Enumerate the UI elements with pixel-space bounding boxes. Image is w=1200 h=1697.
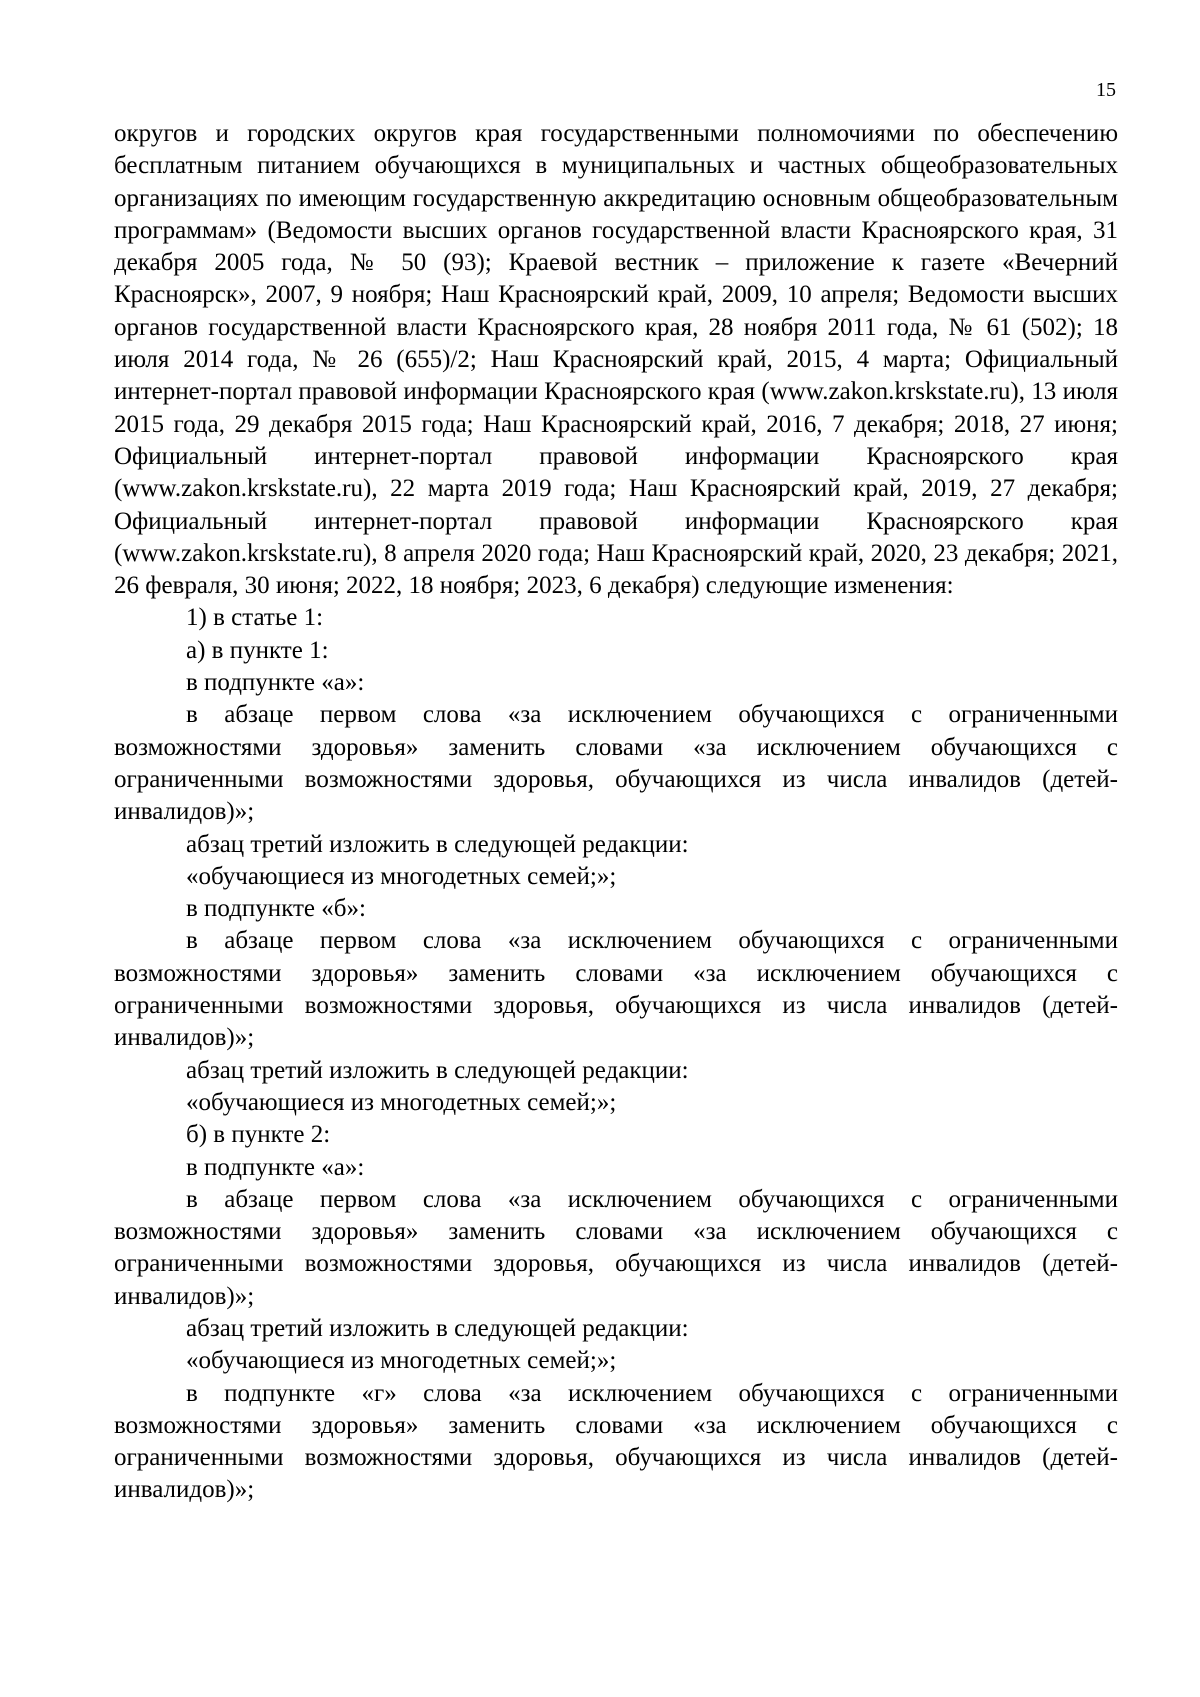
paragraph-amendment: в абзаце первом слова «за исключением обучающихся с ограниченными возможностями здоровья» заменить словами «за исключением обучающихся с ограниченными возможностями здоровья, обучающихся из числа инвалидов (детей-инвалидов)»; — [114, 701, 1118, 826]
paragraph-amendment: в абзаце первом слова «за исключением обучающихся с ограниченными возможностями здоровья» заменить словами «за исключением обучающихся с ограниченными возможностями здоровья, обучающихся из числа инвалидов (детей-инвалидов)»; — [114, 1185, 1118, 1310]
paragraph-amendment: «обучающиеся из многодетных семей;»; — [186, 862, 617, 890]
paragraph-subpoint-g: в подпункте «г» слова «за исключением обучающихся с ограниченными возможностями здоровья» заменить словами «за исключением обучающихся с ограниченными возможностями здоровья, обучающихся из числа инвалидов (детей-инвалидов)»; — [114, 1379, 1118, 1504]
paragraph-continuation: округов и городских округов края государственными полномочиями по обеспечению бесплатным питанием обучающихся в муниципальных и частных общеобразовательных организациях по имеющим государственную аккредитацию основным общеобразовательным программам» (Ведомости высших органов государственной власти Красноярского края, 31 декабря 2005 года, № 50 (93); Краевой вестник – приложение к газете «Вечерний Красноярск», 2007, 9 ноября; Наш Красноярский край, 2009, 10 апреля; Ведомости высших органов государственной власти Красноярского края, 28 ноября 2011 года, № 61 (502); 18 июля 2014 года, № 26 (655)/2; Наш Красноярский край, 2015, 4 марта; Официальный интернет-портал правовой информации Красноярского края (www.zakon.krskstate.ru), 13 июля 2015 года, 29 декабря 2015 года; Наш Красноярский край, 2016, 7 декабря; 2018, 27 июня; Официальный интернет-портал правовой информации Красноярского края (www.zakon.krskstate.ru), 22 марта 2019 года; Наш Красноярский край, 2019, 27 декабря; Официальный интернет-портал правовой информации Красноярского края (www.zakon.krskstate.ru), 8 апреля 2020 года; Наш Красноярский край, 2020, 23 декабря; 2021, 26 февраля, 30 июня; 2022, 18 ноября; 2023, 6 декабря) следующие изменения: — [114, 120, 1118, 600]
page-number: 15 — [1096, 79, 1116, 101]
paragraph-point-1: а) в пункте 1: — [186, 636, 329, 664]
paragraph-amendment: абзац третий изложить в следующей редакции: — [186, 1314, 689, 1342]
paragraph-amendment: абзац третий изложить в следующей редакции: — [186, 1056, 689, 1084]
paragraph-article-1: 1) в статье 1: — [186, 604, 324, 632]
paragraph-amendment: «обучающиеся из многодетных семей;»; — [186, 1347, 617, 1375]
paragraph-subpoint-a: в подпункте «а»: — [186, 1153, 365, 1181]
paragraph-point-2: б) в пункте 2: — [186, 1121, 331, 1149]
document-body — [114, 118, 1118, 1507]
paragraph-subpoint-a: в подпункте «а»: — [186, 669, 365, 697]
paragraph-amendment: абзац третий изложить в следующей редакции: — [186, 830, 689, 858]
paragraph-amendment: в абзаце первом слова «за исключением обучающихся с ограниченными возможностями здоровья» заменить словами «за исключением обучающихся с ограниченными возможностями здоровья, обучающихся из числа инвалидов (детей-инвалидов)»; — [114, 927, 1118, 1052]
paragraph-subpoint-b: в подпункте «б»: — [186, 895, 366, 923]
paragraph-amendment: «обучающиеся из многодетных семей;»; — [186, 1088, 617, 1116]
